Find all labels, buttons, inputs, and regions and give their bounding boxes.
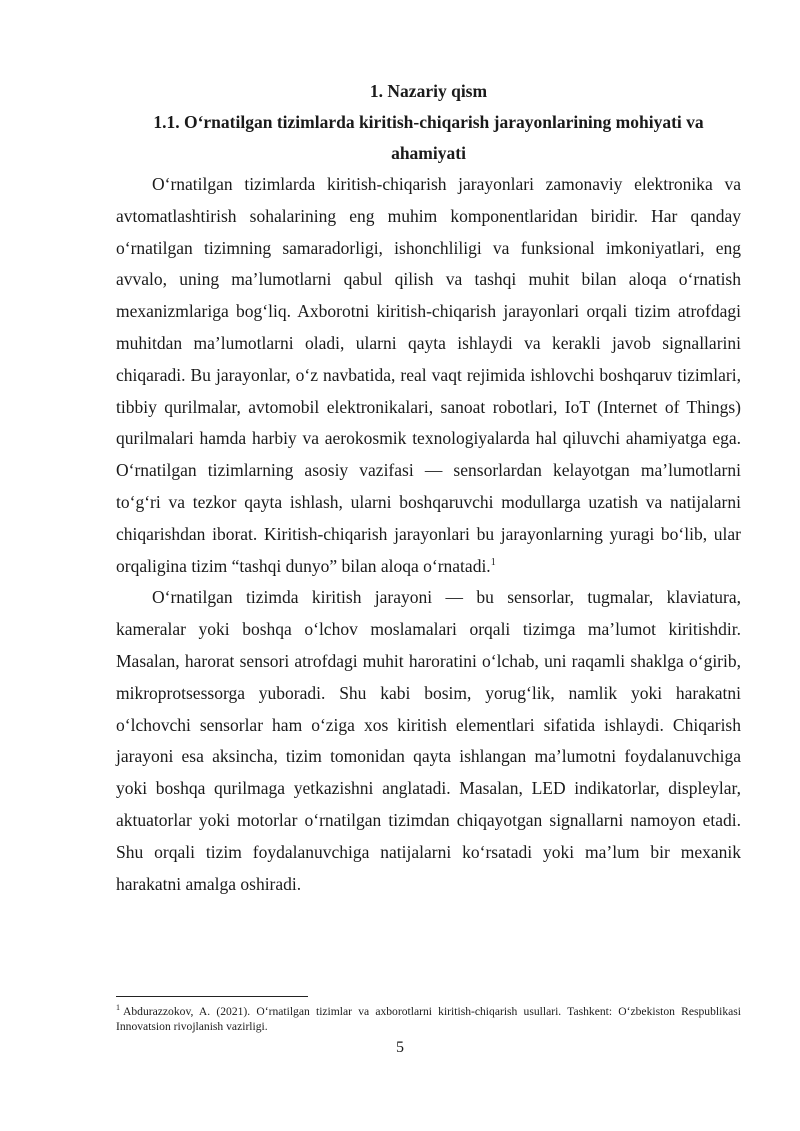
page-number: 5 <box>396 1039 404 1056</box>
paragraph-2 <box>116 582 741 900</box>
paragraph-1 <box>116 169 741 582</box>
footnote-number: 1 <box>116 1003 120 1013</box>
footnote <box>116 1004 741 1034</box>
subsection-title: 1.1. O‘rnatilgan tizimlarda kiritish-chiqarish jarayonlarining mohiyati va ahamiyati <box>153 112 704 163</box>
paragraph-2-text: O‘rnatilgan tizimda kiritish jarayoni — bu sensorlar, tugmalar, klaviatura, kameralar yoki boshqa o‘lchov moslamalari orqali tizimga ma’lumot kiritishdir. Masalan, harorat sensori atrofdagi muhit haroratini o‘lchab, uni raqamli shaklga o‘girib, mikroprotsessorga yuboradi. Shu kabi bosim, yorug‘lik, namlik yoki harakatni o‘lchovchi sensorlar ham o‘ziga xos kiritish elementlari sifatida ishlaydi. Chiqarish jarayoni esa aksincha, tizim tomonidan qayta ishlangan ma’lumotni foydalanuvchiga yoki boshqa qurilmaga yetkazishni anglatadi. Masalan, LED indikatorlar, displeylar, aktuatorlar yoki motorlar o‘rnatilgan tizimdan chiqayotgan signallarni namoyon etadi. Shu orqali tizim foydalanuvchiga natijalarni ko‘rsatadi yoki ma’lum bir mexanik harakatni amalga oshiradi. <box>116 587 741 894</box>
footnote-text: Abdurazzokov, A. (2021). O‘rnatilgan tizimlar va axborotlarni kiritish-chiqarish usullari. Tashkent: O‘zbekiston Respublikasi Innovatsion rivojlanish vazirligi. <box>116 1005 741 1033</box>
paragraph-1-text: O‘rnatilgan tizimlarda kiritish-chiqarish jarayonlari zamonaviy elektronika va avtomatlashtirish sohalarining eng muhim komponentlaridan biridir. Har qanday o‘rnatilgan tizimning samaradorligi, ishonchliligi va funksional imkoniyatlari, eng avvalo, uning ma’lumotlarni qabul qilish va tashqi muhit bilan aloqa o‘rnatish mexanizmlariga bog‘liq. Axborotni kiritish-chiqarish jarayonlari orqali tizim atrofdagi muhitdan ma’lumotlarni oladi, ularni qayta ishlaydi va kerakli javob signallarini chiqaradi. Bu jarayonlar, o‘z navbatida, real vaqt rejimida ishlovchi boshqaruv tizimlari, tibbiy qurilmalar, avtomobil elektronikalari, sanoat robotlari, IoT (Internet of Things) qurilmalari hamda harbiy va aerokosmik texnologiyalarda hal qiluvchi ahamiyatga ega. O‘rnatilgan tizimlarning asosiy vazifasi — sensorlardan kelayotgan ma’lumotlarni to‘g‘ri va tezkor qayta ishlash, ularni boshqaruvchi modullarga uzatish va natijalarni chiqarishdan iborat. Kiritish-chiqarish jarayonlari bu jarayonlarning yuragi bo‘lib, ular orqaligina tizim “tashqi dunyo” bilan aloqa o‘rnatadi. <box>116 174 741 576</box>
section-title: 1. Nazariy qism <box>369 81 488 101</box>
page-body <box>116 72 741 900</box>
footnote-separator <box>116 996 308 997</box>
footnote-reference[interactable]: 1 <box>490 556 496 568</box>
